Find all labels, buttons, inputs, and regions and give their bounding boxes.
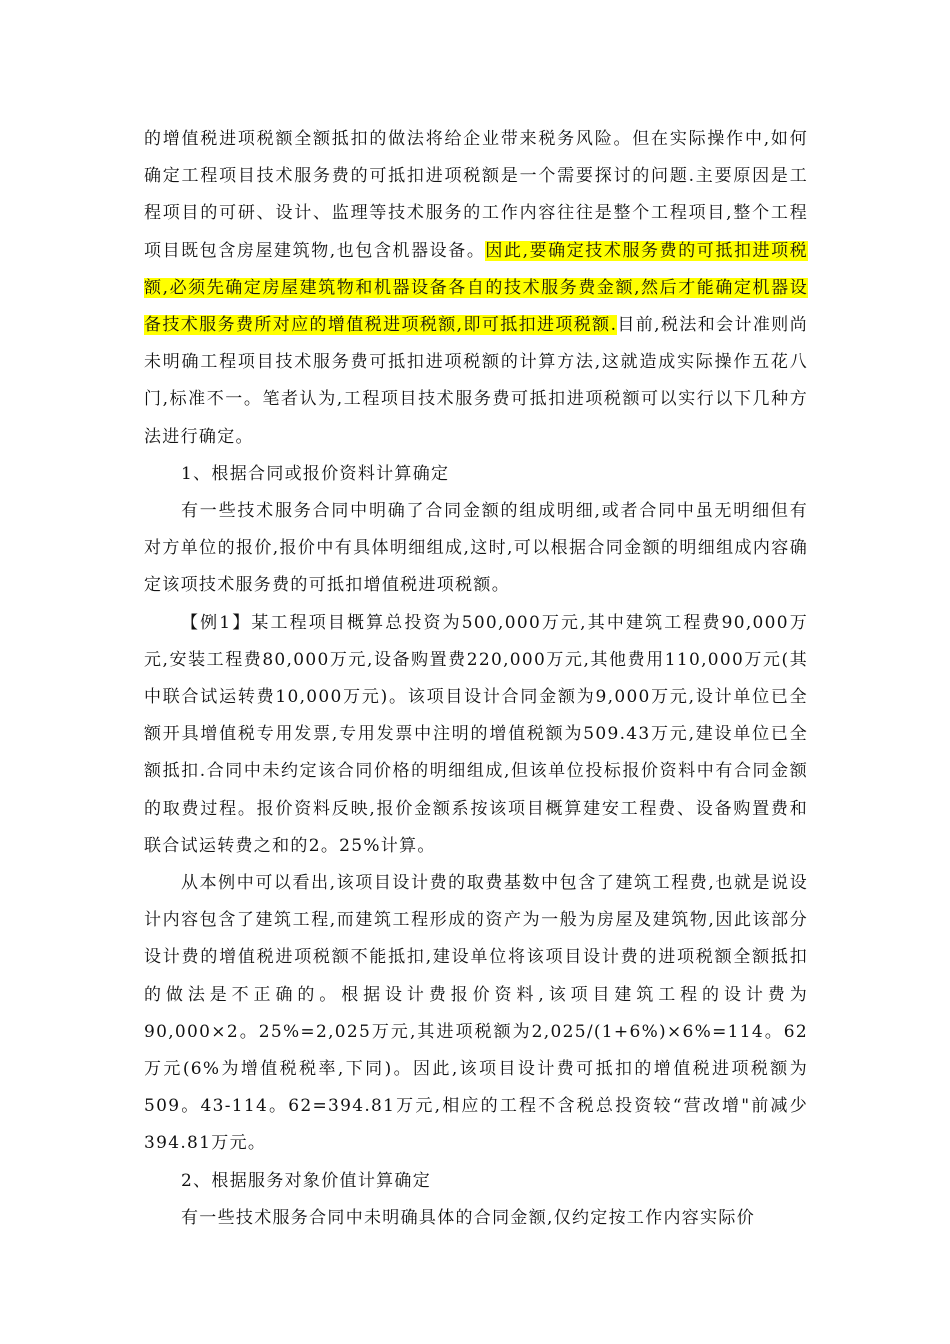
- paragraph-intro-text-before: 的增值税进项税额全额抵扣的做法将给企业带来税务风险。但在实际操作中,如何确定工程项目技术服务费的可抵扣进项税额是一个需要探讨的问题.主要原因是工程项目的可研、设计、监理等技术服务的工作内容往往是整个工程项目,整个工程项目既包含房屋建筑物,也包含机器设备。: [144, 129, 808, 261]
- example-paragraph: 【例1】某工程项目概算总投资为500,000万元,其中建筑工程费90,000万元,安装工程费80,000万元,设备购置费220,000万元,其他费用110,000万元(其中联合试运转费10,000万元)。该项目设计合同金额为9,000万元,设计单位已全额开具增值税专用发票,专用发票中注明的增值税额为509.43万元,建设单位已全额抵扣.合同中未约定该合同价格的明细组成,但该单位投标报价资料中有合同金额的取费过程。报价资料反映,报价金额系按该项目概算建安工程费、设备购置费和联合试运转费之和的2。25%计算。: [144, 612, 808, 856]
- highlighted-text: 因此,要确定技术服务费的可抵扣进项税额,必须先确定房屋建筑物和机器设备各自的技术服务费金额,然后才能确定机器设备技术服务费所对应的增值税进项税额,即可抵扣进项税额.: [144, 240, 808, 336]
- paragraph-intro: [144, 121, 808, 456]
- document-body: [144, 121, 808, 1237]
- paragraph: 有一些技术服务合同中明确了合同金额的组成明细,或者合同中虽无明细但有对方单位的报价,报价中有具体明细组成,这时,可以根据合同金额的明细组成内容确定该项技术服务费的可抵扣增值税进项税额。: [144, 501, 808, 596]
- section-heading-1: 1、根据合同或报价资料计算确定: [181, 463, 450, 484]
- paragraph-intro-text-after: 目前,税法和会计准则尚未明确工程项目技术服务费可抵扣进项税额的计算方法,这就造成实际操作五花八门,标准不一。笔者认为,工程项目技术服务费可抵扣进项税额可以实行以下几种方法进行确定。: [144, 315, 808, 447]
- paragraph: 从本例中可以看出,该项目设计费的取费基数中包含了建筑工程费,也就是说设计内容包含了建筑工程,而建筑工程形成的资产为一般为房屋及建筑物,因此该部分设计费的增值税进项税额不能抵扣,建设单位将该项目设计费的进项税额全额抵扣的做法是不正确的。根据设计费报价资料,该项目建筑工程的设计费为90,000×2。25%=2,025万元,其进项税额为2,025/(1+6%)×6%=114。62万元(6%为增值税税率,下同)。因此,该项目设计费可抵扣的增值税进项税额为509。43-114。62=394.81万元,相应的工程不含税总投资较“营改增"前减少394.81万元。: [144, 873, 808, 1154]
- section-heading-2: 2、根据服务对象价值计算确定: [181, 1170, 432, 1191]
- paragraph: 有一些技术服务合同中未明确具体的合同金额,仅约定按工作内容实际价: [181, 1207, 756, 1228]
